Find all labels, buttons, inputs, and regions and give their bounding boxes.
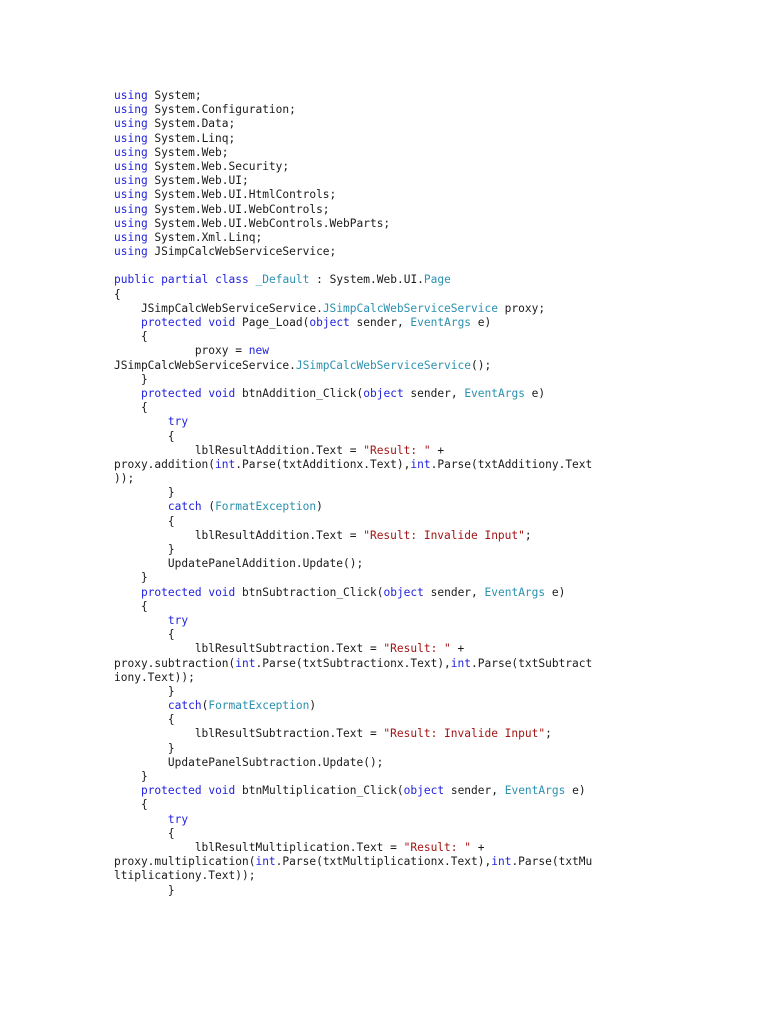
code-text: { — [114, 514, 175, 528]
code-line — [114, 160, 674, 174]
code-line — [114, 486, 674, 500]
code-type-name: EventArgs — [464, 386, 525, 400]
code-line — [114, 500, 674, 514]
code-text: { — [114, 713, 175, 727]
code-keyword: using — [114, 216, 148, 230]
code-keyword: void — [208, 585, 236, 599]
code-text: ) — [316, 500, 323, 514]
code-line — [114, 869, 674, 883]
code-text: System.Web; — [147, 145, 229, 159]
code-line — [114, 444, 674, 458]
code-type-name: _Default — [255, 273, 310, 287]
code-text: sender, — [349, 316, 411, 329]
code-text: (); — [470, 358, 492, 372]
code-text: proxy.multiplication( — [114, 855, 256, 869]
code-text: .Parse(txtAdditiony.Text — [430, 457, 593, 471]
code-keyword: catch — [167, 699, 202, 713]
code-listing — [114, 89, 674, 898]
code-line — [114, 571, 674, 585]
code-text: Page_Load( — [235, 316, 310, 329]
code-type-name: EventArgs — [504, 784, 566, 798]
code-text: e) — [545, 585, 566, 599]
code-line — [114, 628, 674, 642]
code-line — [114, 132, 674, 146]
code-keyword: try — [167, 812, 189, 826]
code-line — [114, 217, 674, 231]
code-keyword: using — [114, 159, 148, 173]
code-text: { — [114, 330, 148, 344]
code-text: .Parse(txtMultiplicationx.Text), — [275, 855, 492, 869]
code-line — [114, 359, 674, 373]
code-text: .Parse(txtAdditionx.Text), — [235, 457, 411, 471]
code-keyword: try — [167, 415, 189, 429]
code-text — [114, 813, 168, 826]
code-keyword: protected — [140, 316, 202, 329]
code-line — [114, 827, 674, 841]
code-keyword: object — [309, 316, 350, 329]
code-keyword: object — [383, 585, 424, 599]
code-line — [114, 515, 674, 529]
code-text — [249, 273, 256, 286]
code-line — [114, 614, 674, 628]
code-type-name: JSimpCalcWebServiceService — [322, 301, 498, 315]
code-text: btnAddition_Click( — [235, 386, 364, 400]
code-text — [114, 387, 141, 400]
code-text: lblResultAddition.Text = — [114, 528, 364, 542]
code-text: ( — [201, 500, 216, 514]
code-keyword: object — [403, 784, 445, 798]
code-text: { — [114, 826, 175, 840]
code-keyword: int — [410, 457, 431, 471]
code-type-name: FormatException — [208, 699, 310, 713]
code-keyword: using — [114, 145, 148, 159]
code-text: JSimpCalcWebServiceService. — [114, 301, 323, 315]
code-line — [114, 146, 674, 160]
code-keyword: using — [114, 188, 148, 202]
code-text — [114, 784, 141, 797]
code-line — [114, 316, 674, 330]
code-line — [114, 884, 674, 898]
code-keyword: partial — [161, 273, 209, 287]
code-keyword: int — [491, 855, 512, 869]
code-keyword: catch — [167, 500, 202, 514]
code-text — [114, 586, 141, 599]
code-text: ( — [201, 699, 209, 713]
code-string-literal: "Result: " — [363, 443, 431, 457]
code-keyword: using — [114, 117, 148, 131]
code-text: sender, — [444, 784, 505, 798]
code-type-name: JSimpCalcWebServiceService — [295, 358, 471, 372]
code-keyword: using — [114, 230, 148, 244]
code-keyword: protected — [140, 386, 202, 400]
code-text: } — [114, 684, 175, 698]
code-line — [114, 387, 674, 401]
code-keyword: using — [114, 89, 148, 102]
code-string-literal: "Result: " — [383, 642, 451, 656]
code-text: + — [430, 443, 445, 457]
code-line — [114, 855, 674, 869]
code-text: } — [114, 741, 175, 755]
code-text: : System.Web.UI. — [309, 273, 424, 287]
code-text: e) — [471, 316, 492, 329]
code-type-name: EventArgs — [484, 585, 546, 599]
code-text: System.Linq; — [147, 131, 236, 145]
code-line — [114, 557, 674, 571]
code-text: lblResultSubtraction.Text = — [114, 642, 384, 656]
code-text: sender, — [423, 585, 485, 599]
code-string-literal: "Result: " — [403, 840, 471, 854]
code-line — [114, 529, 674, 543]
code-line — [114, 330, 674, 344]
code-text: )); — [114, 472, 135, 486]
code-text: e) — [565, 784, 586, 798]
code-keyword: int — [450, 656, 472, 670]
code-text: proxy = — [114, 344, 249, 358]
code-text: e) — [524, 386, 546, 400]
code-text: System.Web.UI.WebControls; — [147, 202, 330, 216]
code-text: System; — [147, 89, 202, 102]
code-line — [114, 600, 674, 614]
code-line — [114, 642, 674, 656]
code-line — [114, 203, 674, 217]
code-text: { — [114, 599, 148, 613]
code-text: { — [114, 798, 148, 812]
code-line — [114, 288, 674, 302]
code-text: sender, — [403, 386, 465, 400]
code-text: } — [114, 571, 148, 585]
code-text — [114, 500, 168, 513]
code-text: lblResultSubtraction.Text = — [114, 727, 384, 741]
code-line — [114, 727, 674, 741]
code-text: System.Data; — [147, 117, 236, 131]
code-text: System.Xml.Linq; — [147, 230, 263, 244]
code-text: .Parse(txtSubtract — [471, 656, 593, 670]
code-line — [114, 586, 674, 600]
code-text: } — [114, 486, 175, 500]
code-keyword: int — [235, 656, 256, 670]
code-text: ltiplicationy.Text)); — [114, 869, 256, 883]
code-text: proxy; — [497, 301, 546, 315]
code-text: System.Web.UI; — [147, 174, 249, 188]
code-text: lblResultMultiplication.Text = — [114, 840, 404, 854]
code-text: { — [114, 628, 175, 642]
code-line — [114, 841, 674, 855]
code-line — [114, 699, 674, 713]
code-keyword: protected — [140, 784, 202, 798]
code-line — [114, 671, 674, 685]
code-text — [114, 316, 141, 329]
code-line — [114, 472, 674, 486]
code-line — [114, 231, 674, 245]
code-line — [114, 458, 674, 472]
code-string-literal: "Result: Invalide Input" — [363, 528, 525, 542]
code-text: { — [114, 401, 148, 415]
code-line — [114, 174, 674, 188]
code-line — [114, 657, 674, 671]
code-line — [114, 188, 674, 202]
code-text: System.Web.Security; — [147, 159, 290, 173]
code-line — [114, 784, 674, 798]
code-text: proxy.addition( — [114, 457, 216, 471]
code-line — [114, 117, 674, 131]
code-line — [114, 430, 674, 444]
code-text: System.Configuration; — [147, 103, 296, 117]
code-keyword: using — [114, 103, 148, 117]
code-text: UpdatePanelAddition.Update(); — [114, 557, 364, 571]
code-type-name: Page — [423, 273, 451, 287]
code-text: } — [114, 883, 175, 897]
code-keyword: int — [255, 855, 276, 869]
code-keyword: using — [114, 202, 148, 216]
code-text: JSimpCalcWebServiceService. — [114, 358, 296, 372]
code-text: .Parse(txtSubtractionx.Text), — [255, 656, 451, 670]
code-keyword: class — [215, 273, 249, 287]
code-text: UpdatePanelSubtraction.Update(); — [114, 755, 384, 769]
code-type-name: EventArgs — [410, 316, 472, 329]
code-string-literal: "Result: Invalide Input" — [383, 727, 546, 741]
code-text: ) — [309, 699, 317, 713]
code-text: btnMultiplication_Click( — [235, 784, 404, 798]
code-keyword: int — [215, 457, 236, 471]
code-text: + — [450, 642, 465, 656]
code-line — [114, 259, 674, 273]
code-text: .Parse(txtMu — [511, 855, 593, 869]
code-line — [114, 742, 674, 756]
code-type-name: FormatException — [215, 500, 317, 514]
code-text: System.Web.UI.HtmlControls; — [147, 188, 337, 202]
code-keyword: using — [114, 131, 148, 145]
code-line — [114, 401, 674, 415]
code-text: } — [114, 770, 148, 783]
code-text: lblResultAddition.Text = — [114, 443, 364, 457]
code-text: ; — [545, 727, 552, 741]
code-text — [114, 415, 168, 428]
code-text: } — [114, 543, 175, 556]
code-text: System.Web.UI.WebControls.WebParts; — [147, 216, 391, 230]
code-text: } — [114, 372, 148, 386]
code-text — [114, 699, 168, 712]
code-line — [114, 415, 674, 429]
code-text: btnSubtraction_Click( — [235, 585, 384, 599]
code-keyword: protected — [140, 585, 202, 599]
code-text: iony.Text)); — [114, 670, 195, 684]
code-keyword: try — [167, 613, 189, 627]
code-text: + — [470, 840, 485, 854]
code-text: proxy.subtraction( — [114, 656, 236, 670]
code-line — [114, 543, 674, 557]
code-keyword: object — [363, 386, 404, 400]
code-line — [114, 89, 674, 103]
code-keyword: void — [208, 784, 236, 798]
code-text: ; — [524, 528, 532, 542]
code-line — [114, 713, 674, 727]
code-text: { — [114, 287, 121, 301]
code-keyword: void — [208, 386, 236, 400]
code-keyword: public — [114, 273, 155, 287]
code-line — [114, 756, 674, 770]
code-line — [114, 770, 674, 784]
code-keyword: void — [208, 316, 236, 329]
code-line — [114, 813, 674, 827]
code-line — [114, 373, 674, 387]
code-line — [114, 798, 674, 812]
code-line — [114, 245, 674, 259]
code-text: { — [114, 429, 175, 443]
code-text: JSimpCalcWebServiceService; — [147, 245, 337, 259]
code-line — [114, 273, 674, 287]
code-line — [114, 344, 674, 358]
code-line — [114, 103, 674, 117]
code-keyword: new — [248, 344, 269, 358]
code-text — [114, 614, 168, 627]
code-keyword: using — [114, 245, 148, 259]
code-line — [114, 685, 674, 699]
code-keyword: using — [114, 174, 148, 188]
code-line — [114, 302, 674, 316]
